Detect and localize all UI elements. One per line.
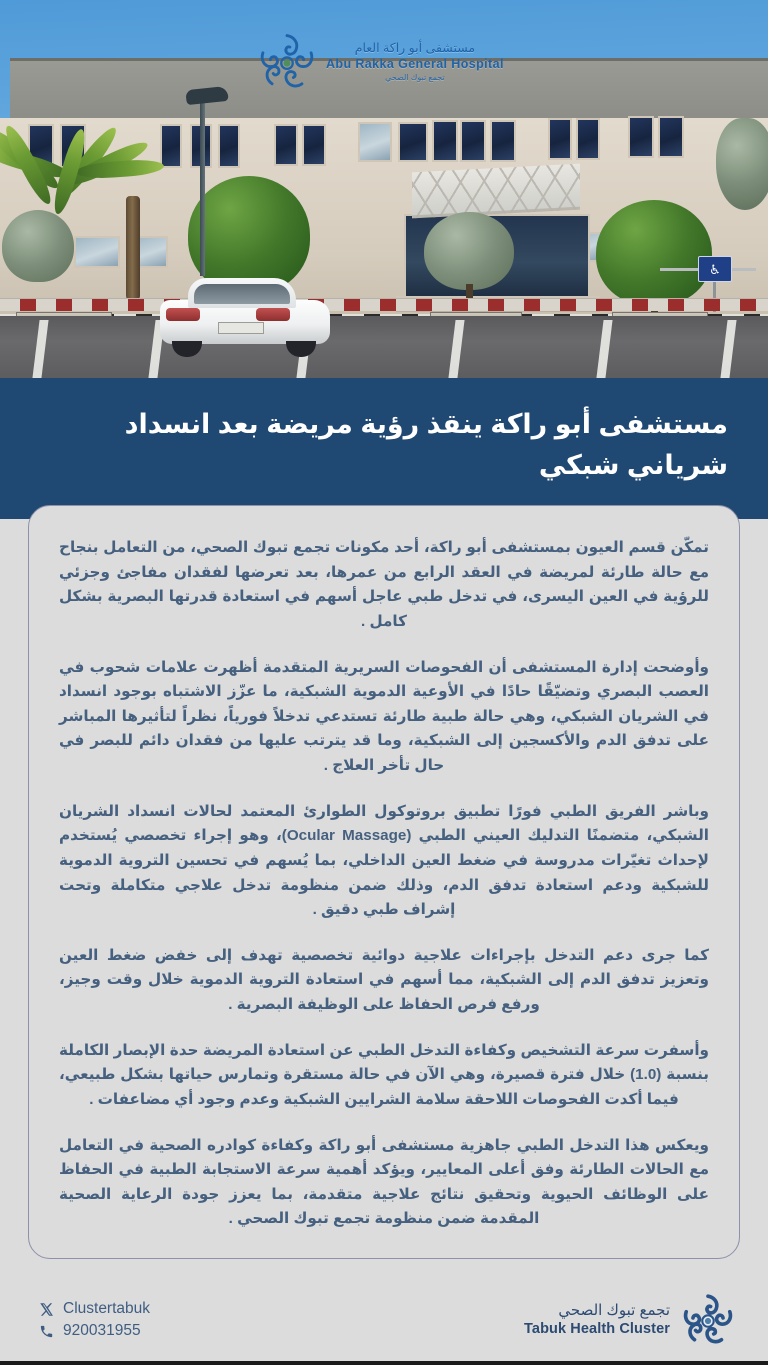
x-twitter-icon <box>38 1301 54 1317</box>
window <box>358 122 392 162</box>
window <box>274 124 298 166</box>
page-title: مستشفى أبو راكة ينقذ رؤية مريضة بعد انسداد شرياني شبكي <box>124 409 728 480</box>
red-white-curb <box>0 298 768 311</box>
street-light-pole <box>200 96 205 276</box>
article-paragraph: وأسفرت سرعة التشخيص وكفاءة التدخل الطبي عن استعادة المريضة حدة الإبصار الكاملة بنسبة (1.0) خلال فترة قصيرة، وهي الآن في حالة مستقرة وتمارس حياتها بشكل طبيعي، فيما أكدت الفحوصات اللاحقة سلامة الشرايين الشبكية وعدم وجود أي مضاعفات . <box>59 1041 710 1108</box>
parking-lot-asphalt <box>0 316 768 378</box>
parking-stripe <box>720 320 736 378</box>
tabuk-health-cluster-star-logo <box>682 1292 734 1348</box>
headline-band <box>0 378 768 519</box>
parking-stripe <box>32 320 48 378</box>
article-paragraph: وأوضحت إدارة المستشفى أن الفحوصات السريرية المتقدمة أظهرت علامات شحوب في العصب البصري وتضيّقًا حادًا في الأوعية الدموية الشبكية، ما عزّز الاشتباه بوجود انسداد في الشريان الشبكي، وهي حالة طبية طارئة تستدعي تدخلاً فورياً، نظراً لتأثيرها المباشر على تدفق الدم والأكسجين إلى الشبكية، وما قد يترتب عليها من فقدان دائم للبصر في حال تأخر العلاج . <box>59 658 709 774</box>
footer-contacts <box>38 1300 150 1340</box>
entrance-canopy-lattice <box>412 164 580 219</box>
olive-tree <box>424 212 514 290</box>
window <box>658 116 684 158</box>
x-handle-text: Clustertabuk <box>63 1300 151 1317</box>
ficus-tree <box>596 200 712 306</box>
hospital-name-english: Abu Rakka General Hospital <box>326 57 504 71</box>
car-rear-window <box>194 284 290 304</box>
window <box>548 118 572 160</box>
palm-trunk <box>126 196 140 300</box>
ficus-tree <box>188 176 310 294</box>
car-taillight <box>256 308 290 321</box>
article-paragraph: كما جرى دعم التدخل بإجراءات علاجية دوائية تخصصية تهدف إلى خفض ضغط العين وتعزيز تدفق الدم إلى الشبكية، مما أسهم في استعادة التروية الدموية خلال وقت وجيز، ورفع فرص الحفاظ على الوظيفة البصرية . <box>59 946 709 1013</box>
footer-brand <box>524 1292 734 1348</box>
car-license-plate <box>218 322 264 334</box>
article-section <box>0 519 768 1279</box>
window <box>302 124 326 166</box>
window <box>218 124 240 168</box>
hospital-sign-cluster-arabic: تجمع تبوك الصحي <box>385 72 445 82</box>
parking-stripe <box>596 320 612 378</box>
brand-text <box>524 1302 670 1339</box>
white-sedan-car <box>160 278 330 352</box>
phone-number-text: 920031955 <box>63 1322 141 1339</box>
article-paragraph: وباشر الفريق الطبي فورًا تطبيق بروتوكول الطوارئ المعتمد لحالات انسداد الشريان الشبكي، متضمنًا التدليك العيني الطبي (Ocular Massage)، وهو إجراء تخصصي يُستخدم لإحداث تغيّرات مدروسة في ضغط العين الداخلي، بما يُسهم في تحسين التروية الدموية للشبكية ودعم استعادة تدفق الدم، وذلك ضمن منظومة تدخل علاجي متكاملة وتحت إشراف طبي دقيق . <box>59 802 710 919</box>
brand-name-english: Tabuk Health Cluster <box>524 1321 670 1338</box>
window <box>628 116 654 158</box>
palm-cluster <box>716 118 768 210</box>
article-paragraph: ويعكس هذا التدخل الطبي جاهزية مستشفى أبو راكة وكفاءة كوادره الصحية في التعامل مع الحالات الطارئة وفق أعلى المعايير، ويؤكد أهمية سرعة الاستجابة الطبية في الحفاظ على الوظائف الحيوية وتحقيق نتائج علاجية متقدمة، بما يعزز جودة الرعاية الصحية المقدمة ضمن منظومة تجمع تبوك الصحي . <box>59 1136 709 1228</box>
article-paragraph: تمكّن قسم العيون بمستشفى أبو راكة، أحد مكونات تجمع تبوك الصحي، من التعامل بنجاح مع حالة طارئة لمريضة في العقد الرابع من عمرها، بعد تعرضها لفقدان مفاجئ وجزئي للرؤية في العين اليسرى، في تدخل طبي عاجل أسهم في استعادة قدرتها البصرية بشكل كامل . <box>59 539 709 630</box>
window <box>398 122 428 162</box>
parking-stripe <box>448 320 464 378</box>
x-handle-row[interactable] <box>38 1300 150 1318</box>
olive-tree <box>2 210 74 282</box>
hero-photo <box>0 0 768 378</box>
phone-icon <box>38 1323 54 1339</box>
footer <box>0 1279 768 1365</box>
hospital-name-arabic: مستشفى أبو راكة العام <box>354 41 476 56</box>
palm-tree <box>52 108 212 298</box>
car-taillight <box>166 308 200 321</box>
phone-row[interactable] <box>38 1322 150 1340</box>
brand-name-arabic: تجمع تبوك الصحي <box>558 1301 670 1319</box>
wheelchair-icon: ♿ <box>698 256 732 282</box>
article-card <box>28 505 740 1259</box>
window <box>576 118 600 160</box>
window <box>460 120 486 162</box>
window <box>490 120 516 162</box>
window <box>432 120 458 162</box>
